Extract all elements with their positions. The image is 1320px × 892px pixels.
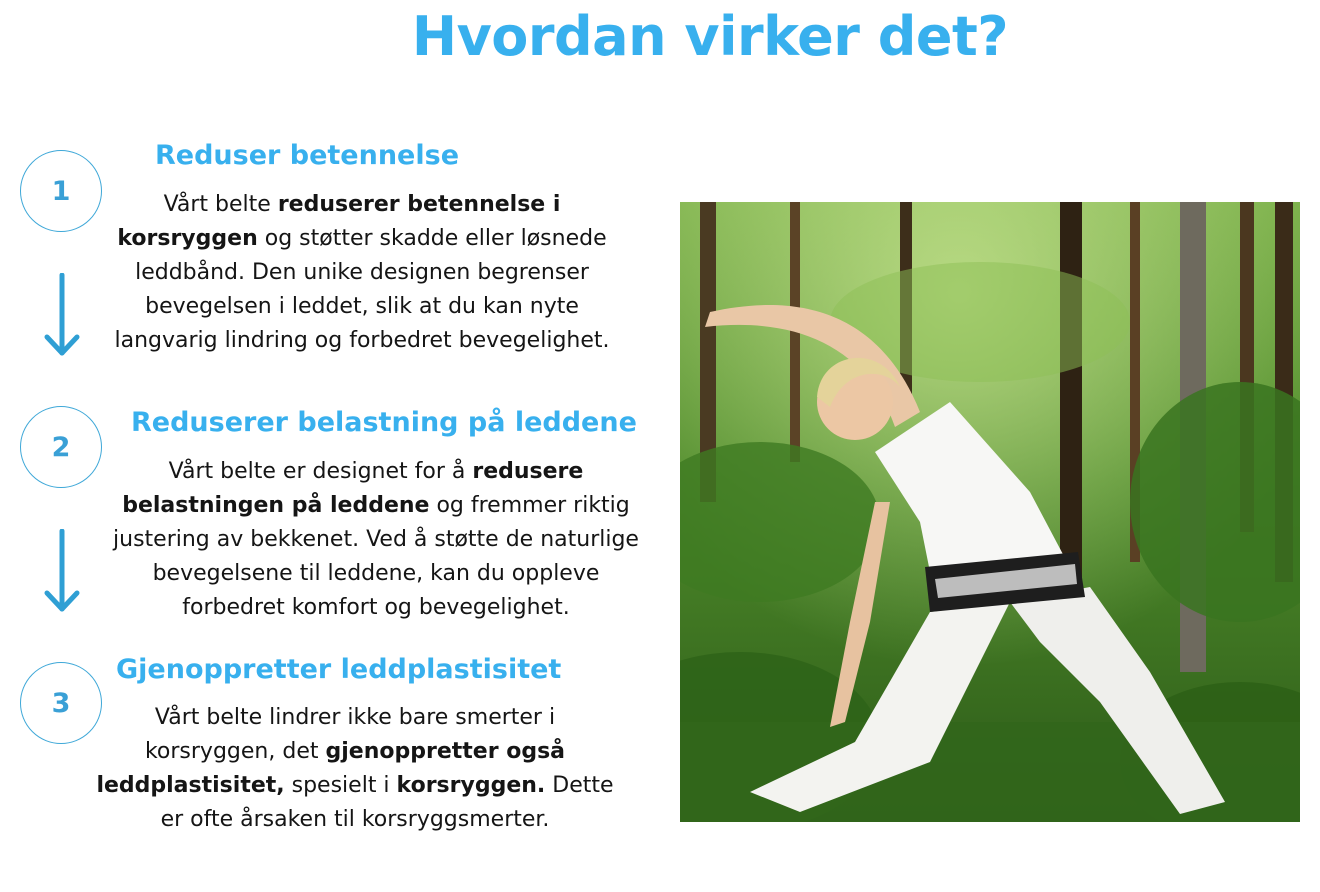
step-1-number-circle — [20, 150, 102, 232]
arrow-down-icon — [44, 529, 80, 615]
step-3-number-circle — [20, 662, 102, 744]
step-1-description: Vårt belte reduserer betennelse i korsryggen og støtter skadde eller løsnede leddbånd. Den unike designen begrenser bevegelsen i leddet, slik at du kan nyte langvarig lindring og forbedret bevegelighet. — [114, 192, 610, 353]
step-3-heading: Gjenoppretter leddplastisitet — [116, 654, 562, 685]
step-number: 3 — [51, 687, 71, 719]
step-1-heading: Reduser betennelse — [155, 140, 460, 171]
step-number: 2 — [51, 431, 71, 463]
woman-stretching-photo — [680, 202, 1300, 822]
step-2-description: Vårt belte er designet for å redusere belastningen på leddene og fremmer riktig justering av bekkenet. Ved å støtte de naturlige bevegelsene til leddene, kan du oppleve forbedret komfort og bevegelighet. — [113, 459, 639, 620]
arrow-down-icon — [44, 273, 80, 359]
step-number: 1 — [51, 175, 71, 207]
step-2-number-circle — [20, 406, 102, 488]
page-title: Hvordan virker det? — [411, 5, 1009, 68]
step-3-description: Vårt belte lindrer ikke bare smerter i korsryggen, det gjenoppretter også leddplastisitet, spesielt i korsryggen. Dette er ofte årsaken til korsryggsmerter. — [96, 705, 614, 832]
step-2-heading: Reduserer belastning på leddene — [131, 407, 637, 438]
